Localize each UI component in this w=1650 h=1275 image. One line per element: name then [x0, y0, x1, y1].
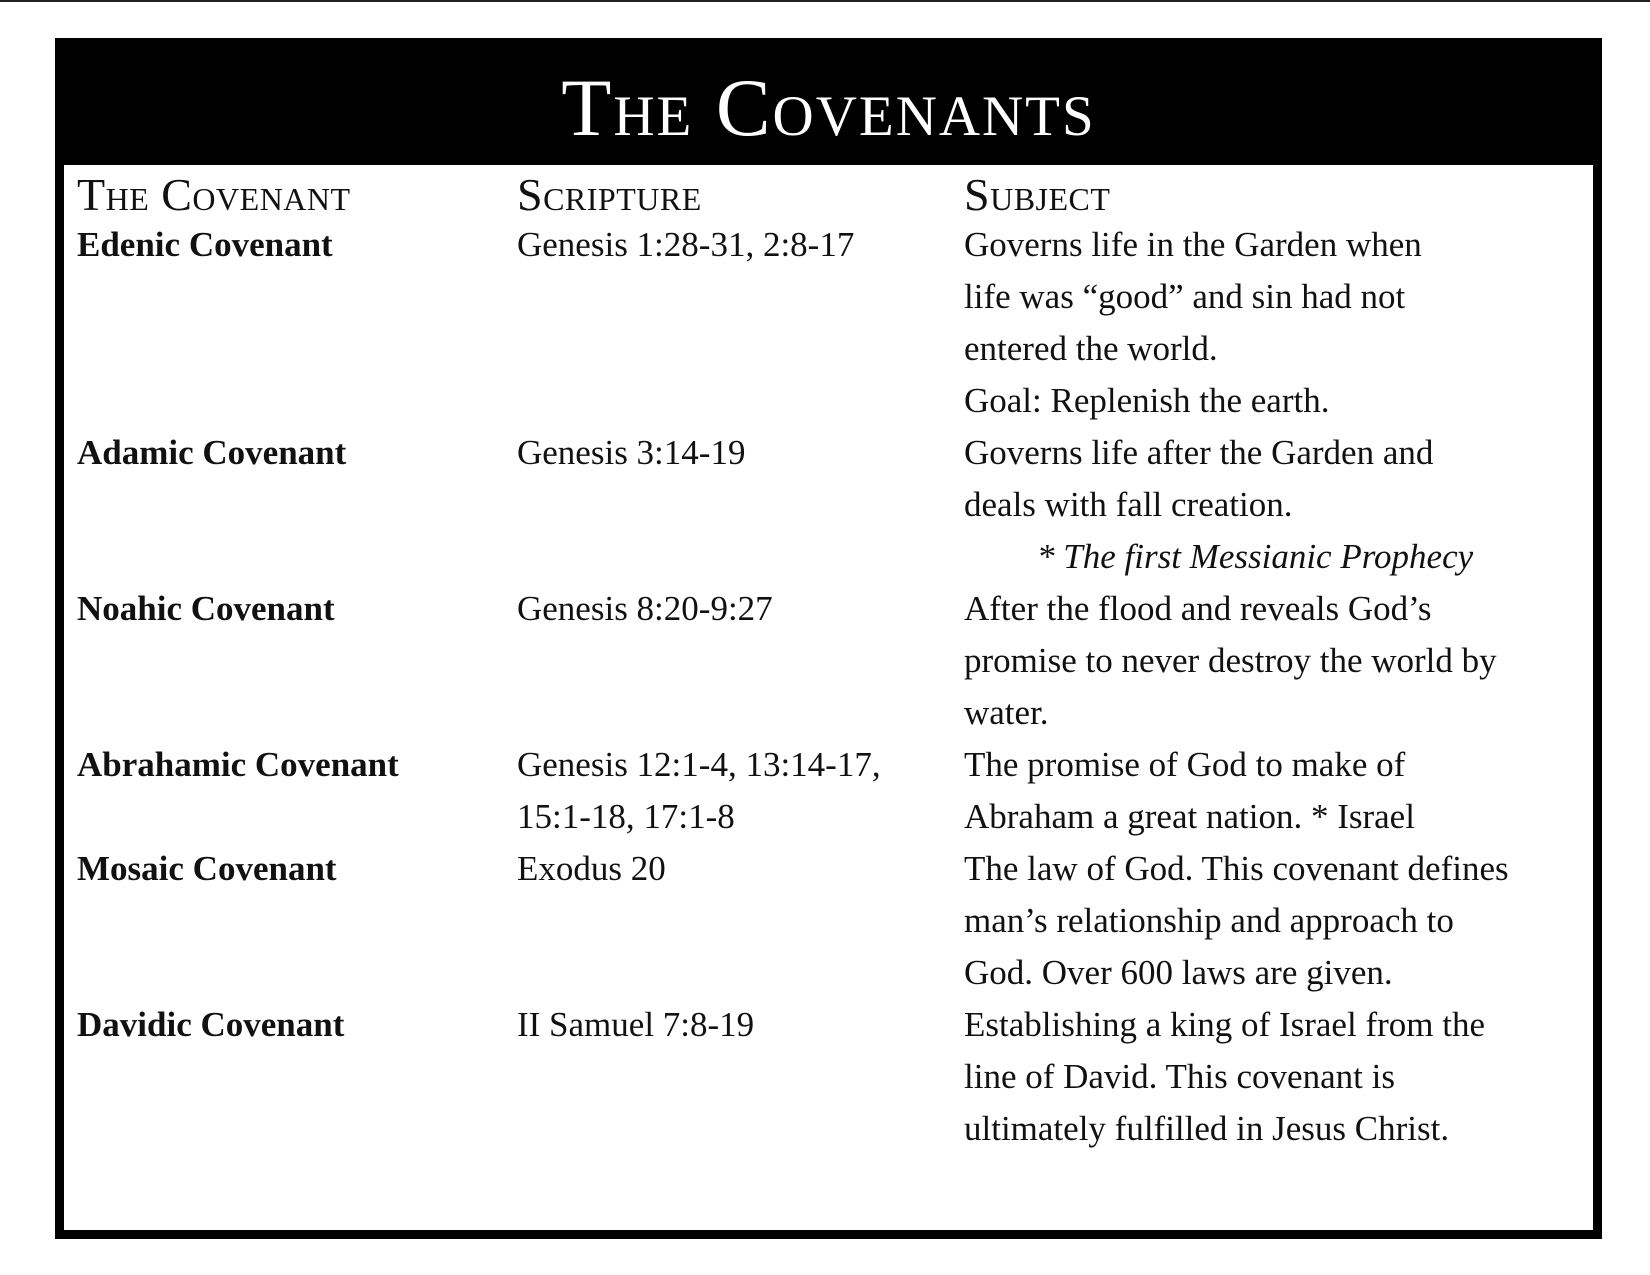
subject-line: Abraham a great nation. * Israel	[964, 797, 1415, 836]
subject-line: promise to never destroy the world by	[964, 641, 1497, 680]
scripture-line: Exodus 20	[517, 849, 666, 888]
scripture-line: II Samuel 7:8-19	[517, 1005, 755, 1044]
subject-line: water.	[964, 693, 1049, 732]
page-title: The Covenants	[561, 62, 1096, 153]
subject-line: man’s relationship and approach to	[964, 901, 1454, 940]
covenant-name: Edenic Covenant	[77, 225, 333, 264]
title-banner	[64, 47, 1593, 165]
scripture-cell	[517, 843, 962, 895]
subject-line: The law of God. This covenant defines	[964, 849, 1509, 888]
subject-cell	[964, 843, 1584, 999]
subject-line: life was “good” and sin had not	[964, 277, 1406, 316]
subject-cell	[964, 427, 1584, 583]
covenant-name: Abrahamic Covenant	[77, 745, 399, 784]
table-header	[77, 167, 1587, 219]
subject-line: Governs life after the Garden and	[964, 433, 1434, 472]
subject-cell	[964, 999, 1584, 1155]
subject-cell	[964, 583, 1584, 739]
scripture-line: Genesis 12:1-4, 13:14-17,	[517, 745, 881, 784]
subject-line: Establishing a king of Israel from the	[964, 1005, 1485, 1044]
scripture-cell	[517, 427, 962, 479]
subject-cell	[964, 739, 1584, 843]
covenant-table	[77, 167, 1587, 1155]
messianic-note: * The first Messianic Prophecy	[1037, 537, 1474, 576]
scripture-line: Genesis 1:28-31, 2:8-17	[517, 225, 855, 264]
scripture-cell	[517, 219, 962, 271]
table-row	[77, 739, 1587, 843]
subject-line: After the flood and reveals God’s	[964, 589, 1432, 628]
subject-line: God. Over 600 laws are given.	[964, 953, 1393, 992]
top-rule	[0, 0, 1650, 2]
covenant-name: Davidic Covenant	[77, 1005, 345, 1044]
table-row	[77, 583, 1587, 739]
scripture-cell	[517, 583, 962, 635]
subject-cell	[964, 219, 1584, 427]
table-row	[77, 219, 1587, 427]
scripture-cell	[517, 739, 962, 843]
subject-line: The promise of God to make of	[964, 745, 1406, 784]
table-row	[77, 999, 1587, 1155]
subject-line: deals with fall creation.	[964, 485, 1293, 524]
scripture-line: 15:1-18, 17:1-8	[517, 797, 735, 836]
scripture-line: Genesis 8:20-9:27	[517, 589, 773, 628]
table-row	[77, 843, 1587, 999]
covenants-card	[55, 38, 1602, 1239]
subject-line: ultimately fulfilled in Jesus Christ.	[964, 1109, 1450, 1148]
header-subject: Subject	[964, 169, 1111, 220]
table-row	[77, 427, 1587, 583]
covenant-name: Mosaic Covenant	[77, 849, 337, 888]
subject-line: Goal: Replenish the earth.	[964, 381, 1330, 420]
scripture-cell	[517, 999, 962, 1051]
subject-line: Governs life in the Garden when	[964, 225, 1422, 264]
covenant-name: Adamic Covenant	[77, 433, 347, 472]
header-covenant: The Covenant	[77, 169, 351, 220]
scripture-line: Genesis 3:14-19	[517, 433, 746, 472]
subject-line: line of David. This covenant is	[964, 1057, 1395, 1096]
header-scripture: Scripture	[517, 169, 702, 220]
covenant-name: Noahic Covenant	[77, 589, 335, 628]
subject-line: entered the world.	[964, 329, 1218, 368]
